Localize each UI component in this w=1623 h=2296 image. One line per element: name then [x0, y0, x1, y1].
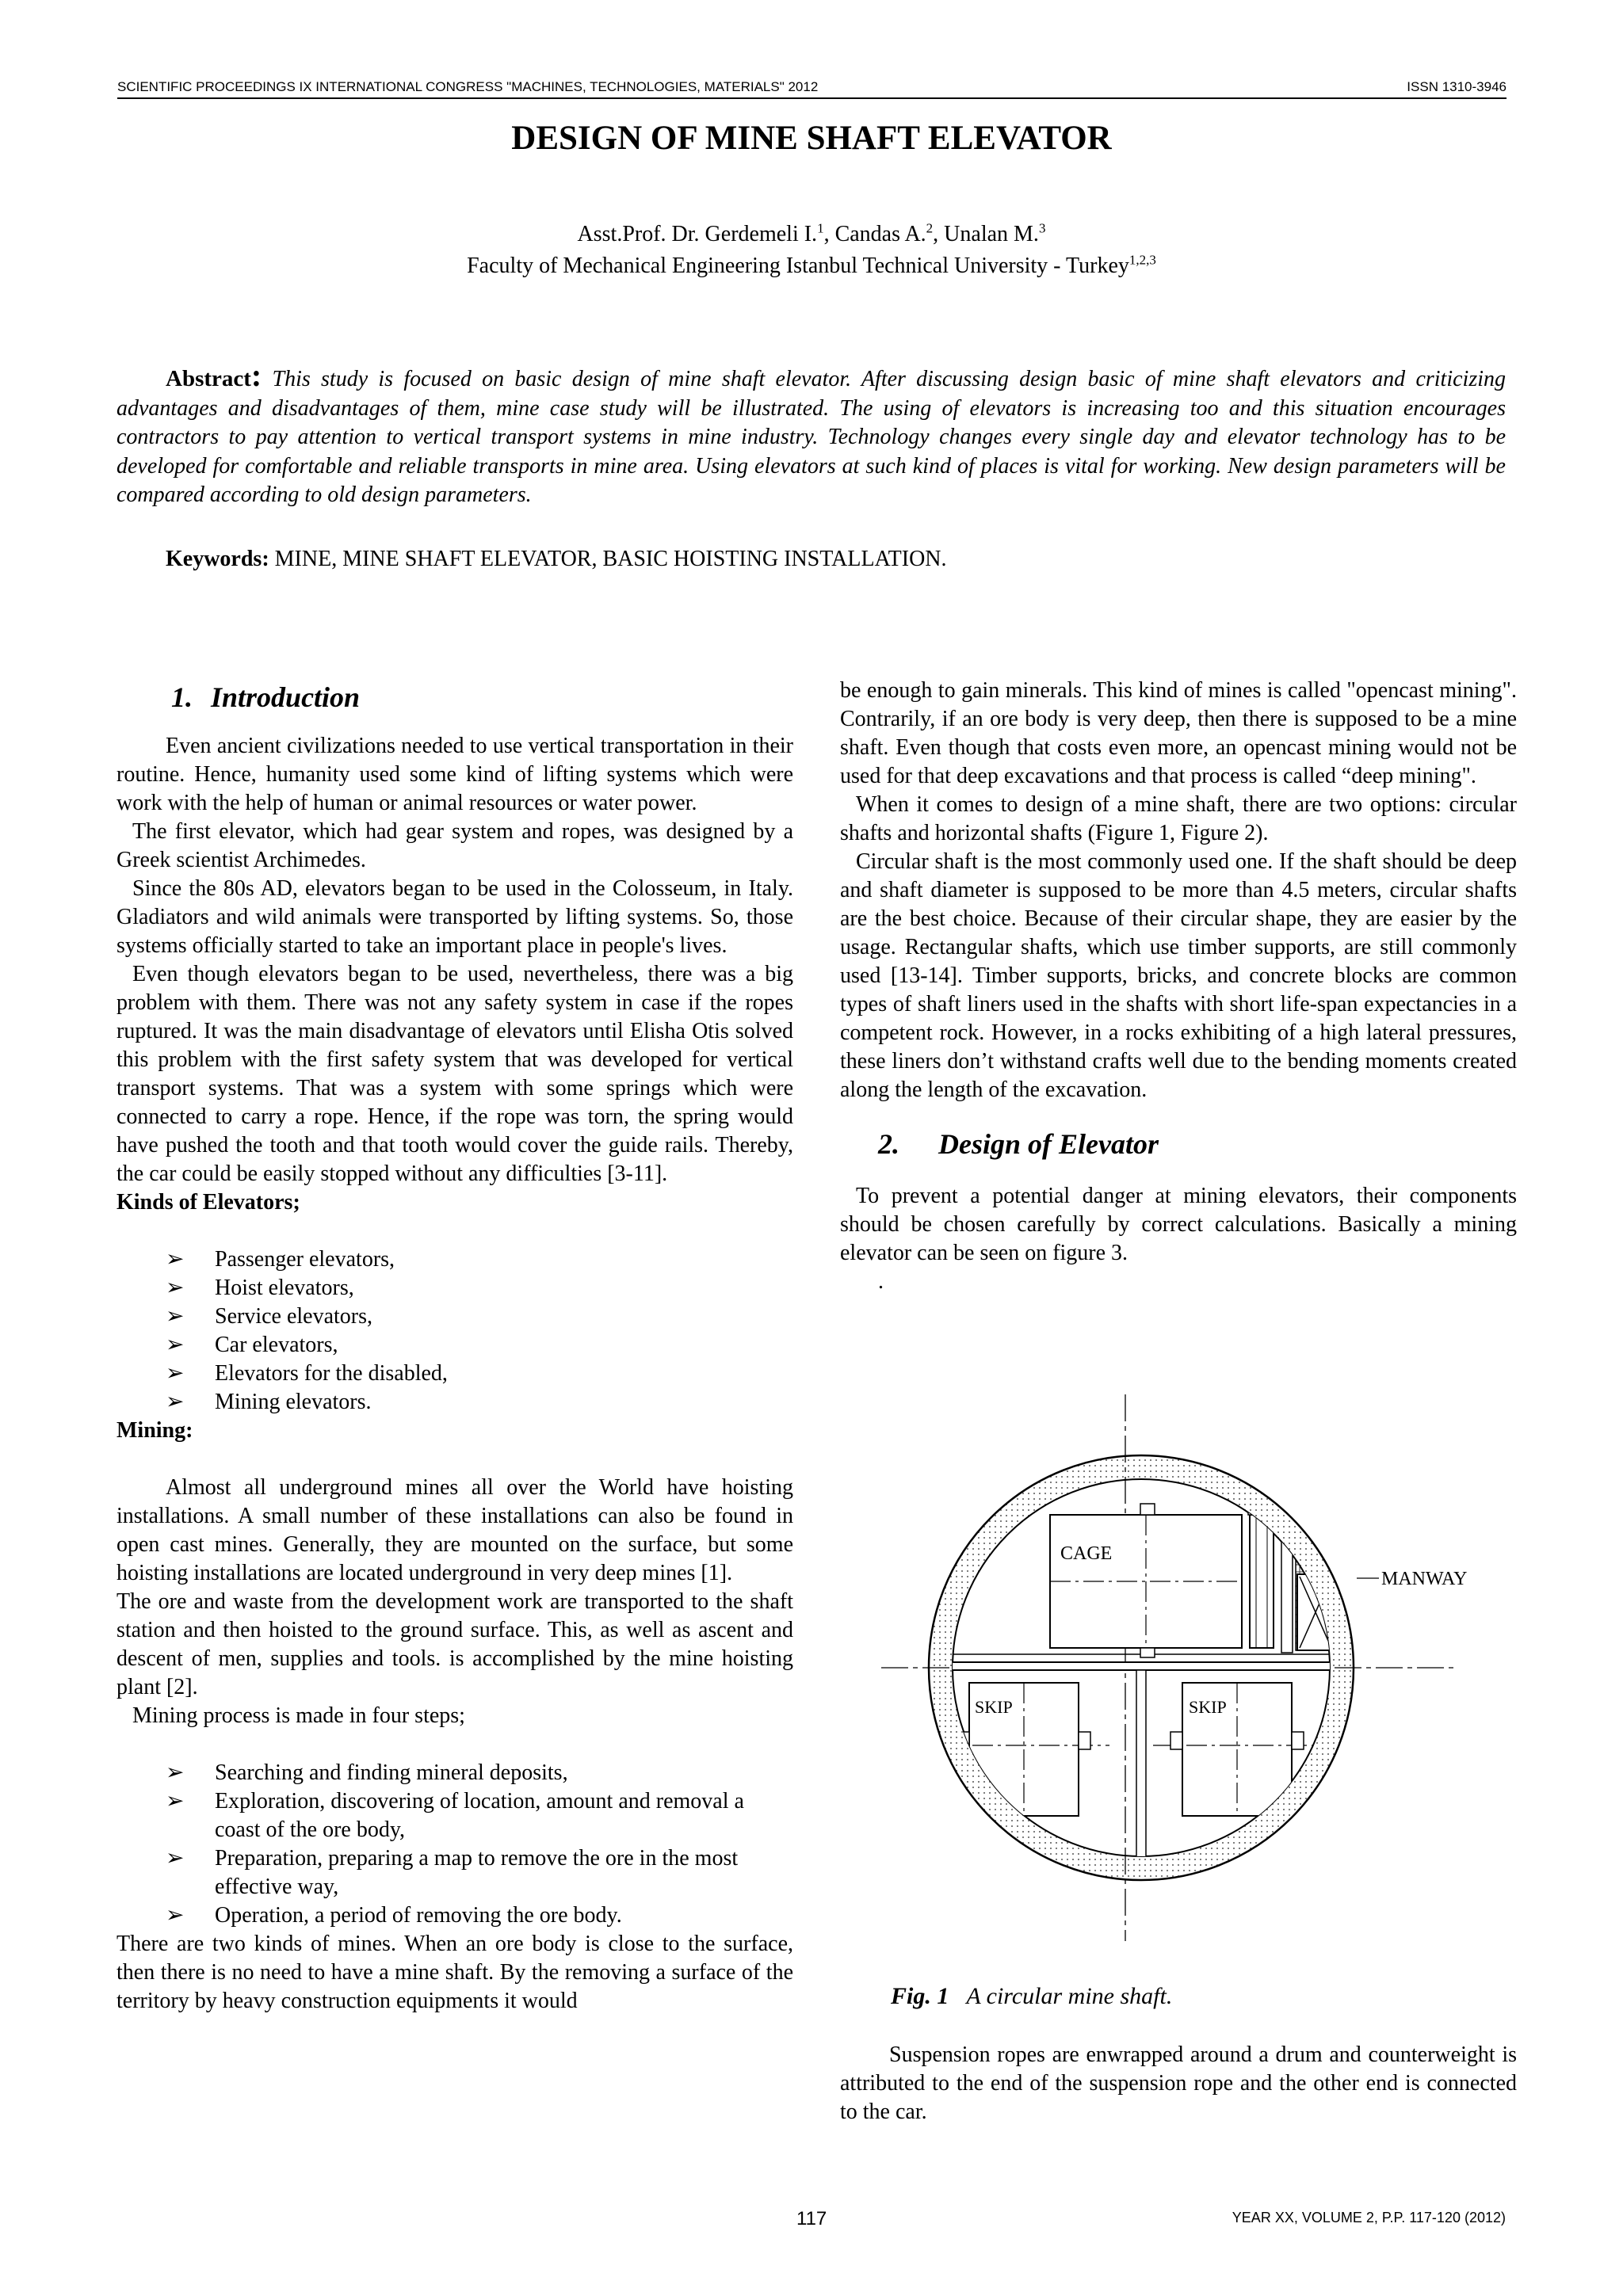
skip-label-left: SKIP	[975, 1697, 1013, 1717]
author-3-sup: 3	[1038, 220, 1046, 236]
figure-caption	[891, 1983, 1172, 2010]
abstract-label: Abstract	[166, 366, 251, 391]
running-header: SCIENTIFIC PROCEEDINGS IX INTERNATIONAL CONGRESS "MACHINES, TECHNOLOGIES, MATERIALS" 2012	[117, 79, 819, 94]
bunton	[1136, 1670, 1146, 1860]
mine-shaft-figure	[872, 1386, 1490, 1957]
arrow-icon: ➢	[166, 1361, 185, 1386]
cage-guide-shoe	[1140, 1504, 1155, 1515]
arrow-icon: ➢	[166, 1390, 185, 1414]
footer-citation: YEAR XX, VOLUME 2, P.P. 117-120 (2012)	[1232, 2210, 1506, 2225]
authors	[0, 222, 1623, 247]
divider-beam	[919, 1662, 1363, 1670]
intro-paragraph-3: Since the 80s AD, elevators began to be used in the Colosseum, in Italy. Gladiators and wild animals were transported by lifting systems. So, those systems officially started to take an important place in people's lives.	[116, 876, 793, 958]
section-2-title: Design of Elevator	[938, 1128, 1159, 1160]
stray-dot: .	[878, 1269, 884, 1294]
list-item: ➢ Exploration, discovering of location, amount and removal a coast of the ore body,	[166, 1789, 744, 1842]
list-item: ➢ Elevators for the disabled,	[116, 1360, 793, 1388]
cage-guide-shoe	[1140, 1648, 1155, 1657]
figure-caption-text: A circular mine shaft.	[966, 1983, 1173, 2009]
cage-label: CAGE	[1060, 1543, 1113, 1564]
intro-paragraph-1: Even ancient civilizations needed to use vertical transportation in their routine. Hence, humanity used some kind of lifting systems which were work with the help of human or animal resources or water power.	[116, 734, 793, 815]
affiliation-sup: 1,2,3	[1128, 252, 1156, 268]
abstract-text: This study is focused on basic design of mine shaft elevator. After discussing design basic of mine shaft elevators and criticizing advantages and disadvantages of them, mine case study will be illustrated. The using of elevators is increasing too and this situation encourages contractors to pay attention to vertical transport systems in mine industry. Technology changes every single day and elevator technology has to be developed for comfortable and reliable transports in mine area. Using elevators at such kind of places is vital for working. New design parameters will be compared according to old design parameters.	[116, 367, 1506, 507]
manway-label: MANWAY	[1381, 1569, 1468, 1589]
counterweight	[1250, 1515, 1274, 1648]
affiliation-text: Faculty of Mechanical Engineering Istanbul Technical University - Turkey	[467, 254, 1129, 278]
author-1-sup: 1	[817, 220, 824, 236]
skip-guide	[1170, 1732, 1182, 1749]
abstract-colon: :	[250, 357, 262, 393]
steps-list	[116, 1759, 793, 1930]
keywords-label: Keywords:	[166, 547, 269, 571]
arrow-icon: ➢	[166, 1247, 185, 1272]
suspension-paragraph: Suspension ropes are enwrapped around a drum and counterweight is attributed to the end of the suspension rope and the other end is connected to the car.	[840, 2042, 1517, 2124]
right-paragraph-2: When it comes to design of a mine shaft, there are two options: circular shafts and horizontal shafts (Figure 1, Figure 2).	[840, 792, 1517, 845]
arrow-icon: ➢	[166, 1760, 185, 1785]
author-2-sup: 2	[926, 220, 934, 236]
list-item: ➢ Preparation, preparing a map to remove the ore in the most effective way,	[166, 1846, 739, 1899]
list-item: ➢ Passenger elevators,	[116, 1245, 793, 1274]
keywords	[166, 547, 947, 572]
arrow-icon: ➢	[166, 1333, 185, 1357]
right-paragraph-1: be enough to gain minerals. This kind of mines is called "opencast mining". Contrarily, if an ore body is very deep, then there is supposed to be a mine shaft. Even though that costs even more, an opencast mining would not be used for that deep excavations and that process is called “deep mining".	[840, 678, 1517, 788]
list-item: ➢ Service elevators,	[116, 1302, 793, 1331]
section-1-number: 1.	[171, 681, 193, 713]
right-paragraph-3: Circular shaft is the most commonly used one. If the shaft should be deep and shaft diameter is supposed to be more than 4.5 meters, circular shafts are the best choice. Because of their circular shape, they are easier by the usage. Rectangular shafts, which use timber supports, are still commonly used [13-14]. Timber supports, bricks, and concrete blocks are common types of shaft liners used in the shafts with short life-span expectancies in a competent rock. However, in a rocks exhibiting of a high lateral pressures, these liners don’t withstand crafts well due to the bending moments created along the length of the excavation.	[840, 849, 1517, 1102]
right-paragraph-4: To prevent a potential danger at mining elevators, their components should be chosen carefully by correct calculations. Basically a mining elevator can be seen on figure 3.	[840, 1184, 1517, 1265]
mining-label: Mining:	[116, 1418, 193, 1443]
skip-guide	[1292, 1732, 1304, 1749]
list-item: ➢ Searching and finding mineral deposits,	[116, 1759, 793, 1787]
arrow-icon: ➢	[166, 1903, 185, 1928]
intro-paragraph-6: The ore and waste from the development work are transported to the shaft station and then hoisted to the ground surface. This, as well as ascent and descent of men, supplies and tools. is accomplished by the mine hoisting plant [2].	[116, 1589, 793, 1699]
arrow-icon: ➢	[166, 1276, 185, 1300]
intro-paragraph-5: Almost all underground mines all over the World have hoisting installations. A small number of these installations can also be found in open cast mines. Generally, they are mounted on the surface, but some hoisting installations are located underground in very deep mines [1].	[116, 1475, 793, 1585]
keywords-text: MINE, MINE SHAFT ELEVATOR, BASIC HOISTING INSTALLATION.	[274, 547, 947, 571]
author-1: Asst.Prof. Dr. Gerdemeli I.	[577, 222, 818, 246]
intro-paragraph-4: Even though elevators began to be used, nevertheless, there was a big problem with them. There was not any safety system in case if the ropes ruptured. It was the main disadvantage of elevators until Elisha Otis solved this problem with the first safety system that was developed for vertical transport systems. That was a system with some springs which were connected to carry a rope. Hence, if the rope was torn, the spring would have pushed the tooth and that tooth would cover the guide rails. Thereby, the car could be easily stopped without any difficulties [3-11].	[116, 962, 793, 1186]
affiliation	[0, 254, 1623, 279]
header-rule	[117, 97, 1507, 99]
kinds-label: Kinds of Elevators;	[116, 1190, 300, 1215]
skip-label-right: SKIP	[1189, 1697, 1227, 1717]
abstract	[116, 357, 1506, 510]
intro-paragraph-8: There are two kinds of mines. When an ore body is close to the surface, then there is no need to have a mine shaft. By the removing a surface of the territory by heavy construction equipments it would	[116, 1932, 793, 2013]
section-2-number: 2.	[878, 1128, 899, 1160]
list-item: ➢ Hoist elevators,	[116, 1274, 793, 1302]
list-item: ➢ Operation, a period of removing the ore body.	[116, 1901, 793, 1930]
issn: ISSN 1310-3946	[1407, 79, 1507, 94]
author-3: , Unalan M.	[933, 222, 1039, 246]
arrow-icon: ➢	[166, 1304, 185, 1329]
section-1-title: Introduction	[211, 681, 361, 713]
paper-title: DESIGN OF MINE SHAFT ELEVATOR	[511, 120, 1112, 157]
arrow-icon: ➢	[166, 1846, 185, 1871]
left-column	[116, 681, 793, 2016]
intro-paragraph-7: Mining process is made in four steps;	[132, 1703, 465, 1728]
page-number: 117	[796, 2208, 827, 2229]
figure-caption-label: Fig. 1	[891, 1983, 949, 2009]
section-1-heading	[116, 681, 793, 713]
kinds-list	[116, 1245, 793, 1417]
author-2: , Candas A.	[823, 222, 926, 246]
list-item: ➢ Car elevators,	[116, 1331, 793, 1360]
right-column	[840, 677, 1517, 1296]
skip-guide	[1079, 1732, 1090, 1749]
arrow-icon: ➢	[166, 1789, 185, 1814]
section-2-heading	[840, 1128, 1517, 1160]
intro-paragraph-2: The first elevator, which had gear system and ropes, was designed by a Greek scientist Archimedes.	[116, 819, 793, 872]
list-item: ➢ Mining elevators.	[116, 1388, 793, 1417]
